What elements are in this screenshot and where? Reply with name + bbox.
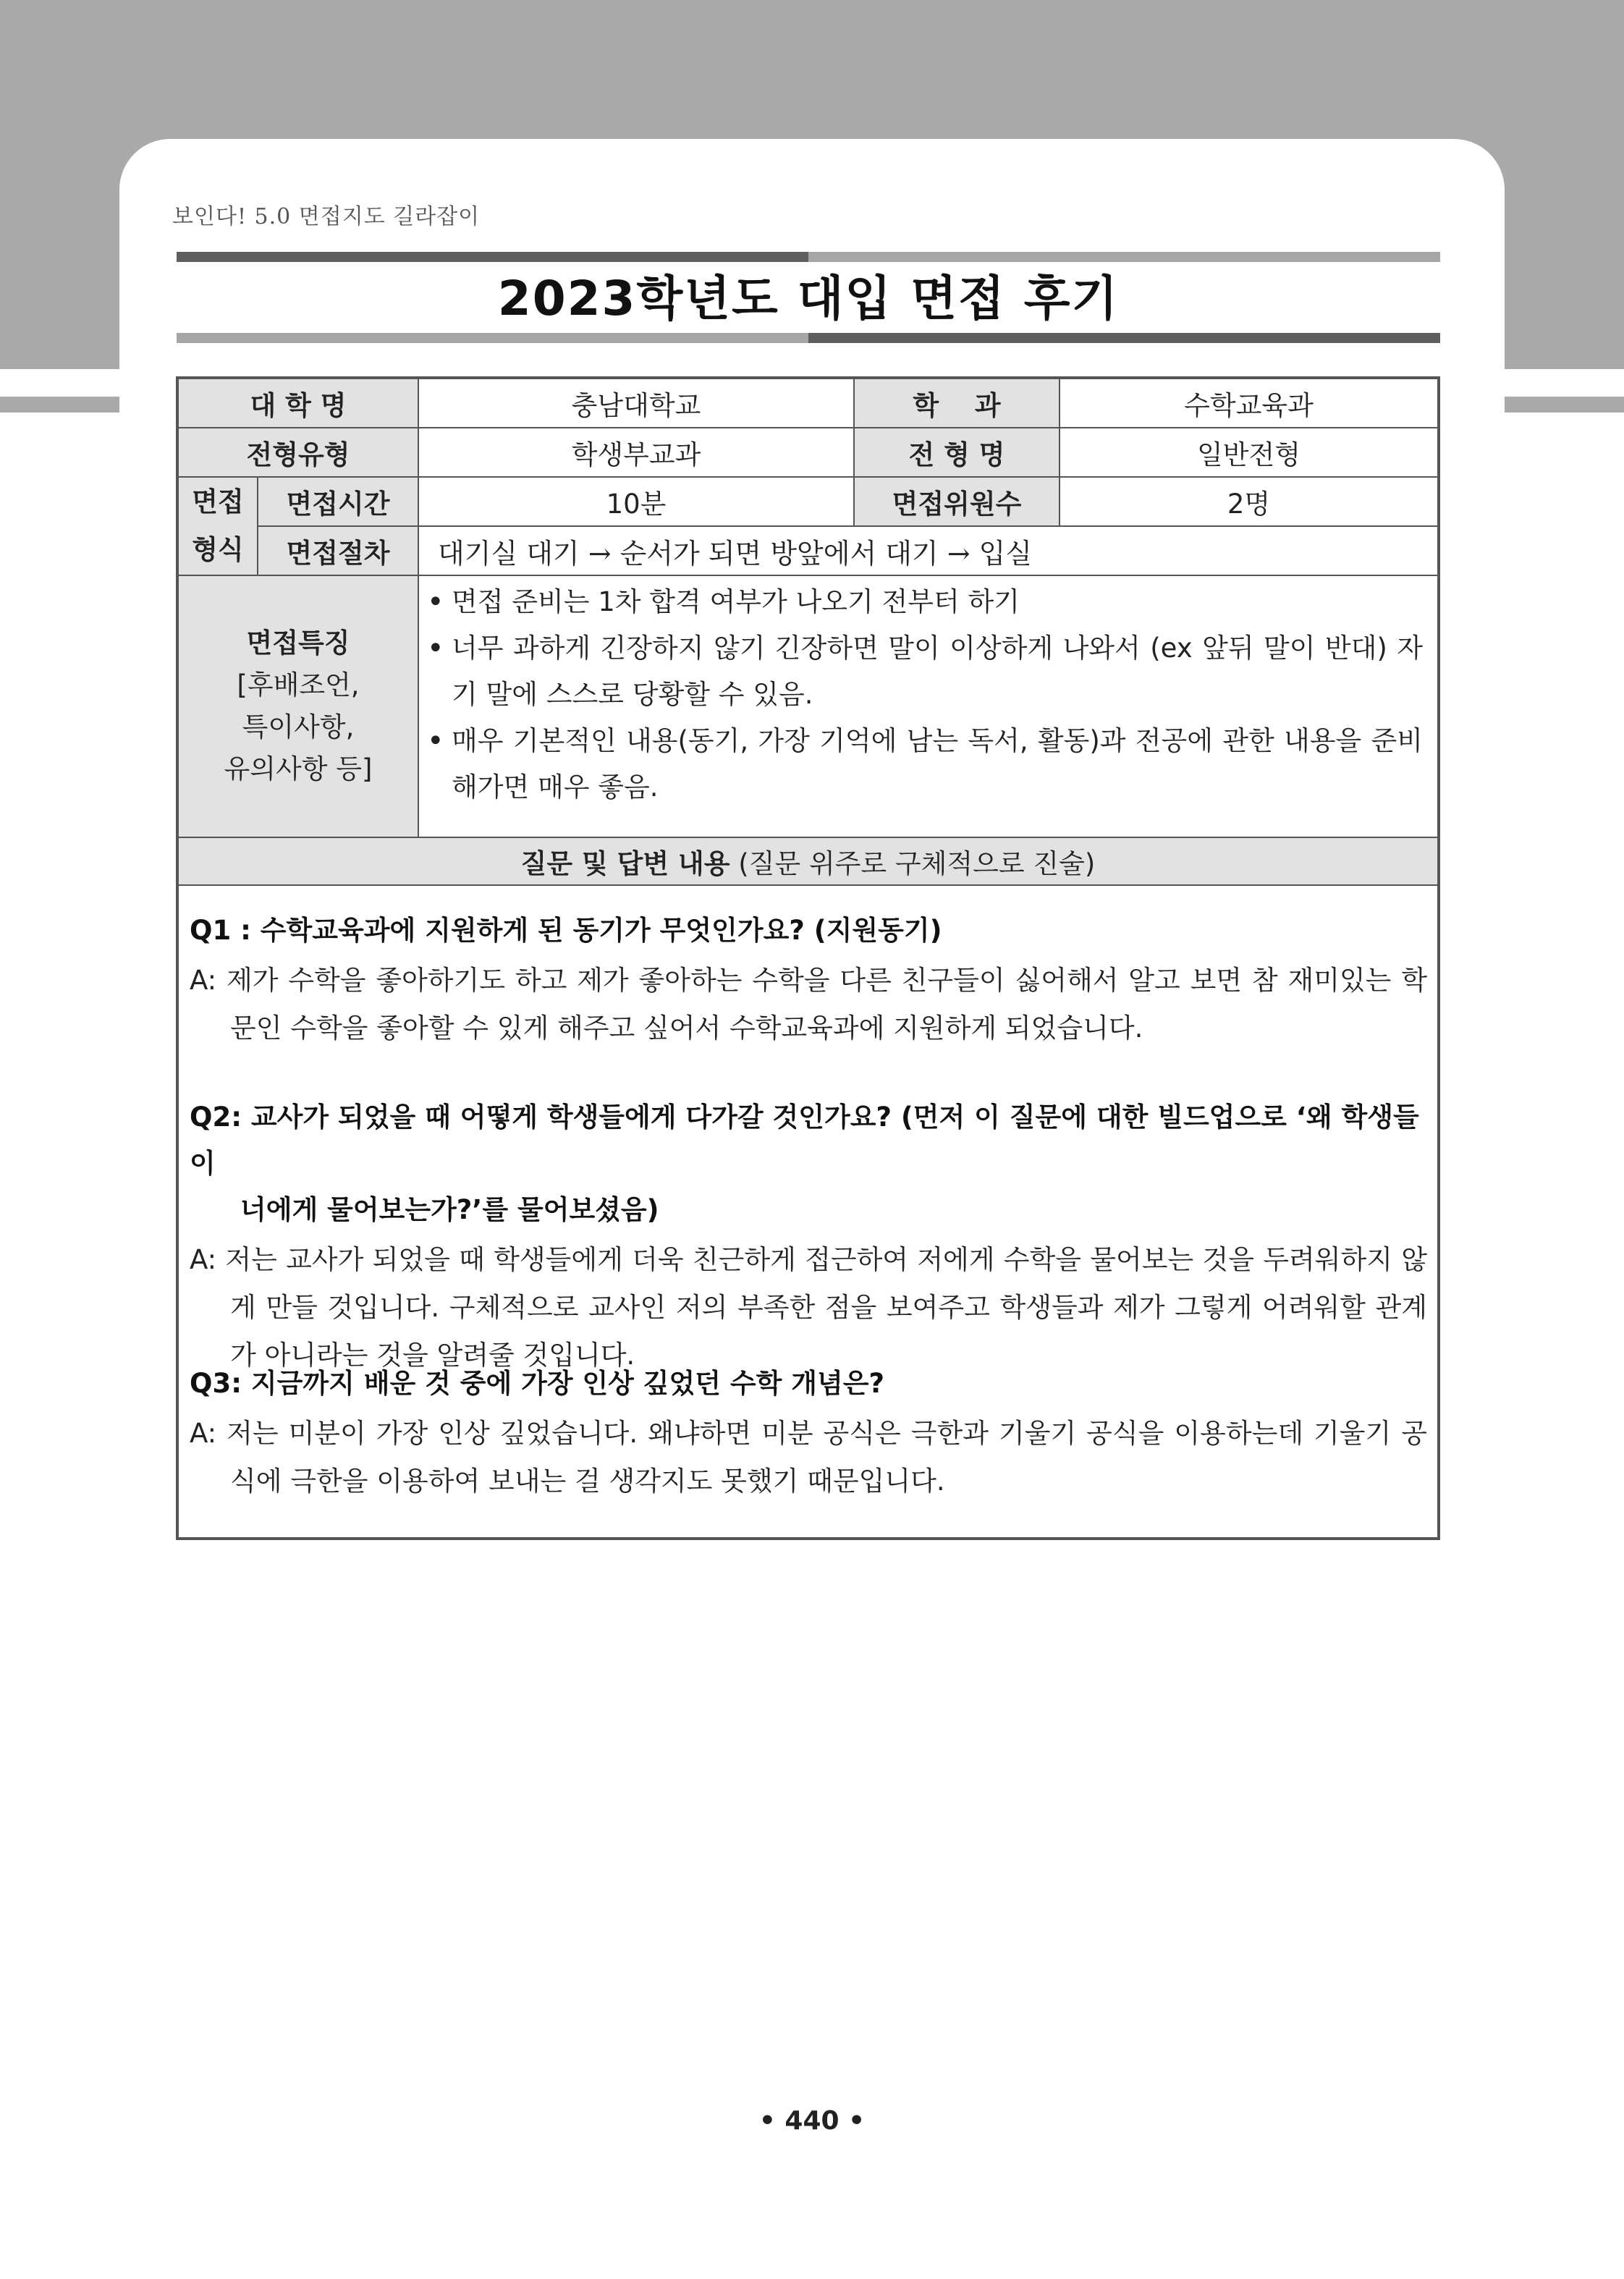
procedure-label: 면접절차 bbox=[258, 527, 418, 575]
right-side-strip bbox=[1505, 397, 1624, 413]
interviewer-count-value: 2명 bbox=[1227, 489, 1271, 520]
features-label-line4: 유의사항 등] bbox=[224, 753, 373, 785]
feature-item: • 너무 과하게 긴장하지 않기 긴장하면 말이 이상하게 나와서 (ex 앞뒤 말이 반대) 자기 말에 스스로 당황할 수 있음. bbox=[424, 625, 1423, 718]
admission-type-value: 학생부교과 bbox=[571, 439, 701, 470]
table-divider bbox=[257, 478, 258, 575]
qa-header-bold: 질문 및 답변 내용 bbox=[520, 848, 730, 879]
features-label-line1: 면접특징 bbox=[246, 627, 350, 659]
features-label-line2: [후배조언, bbox=[237, 669, 360, 701]
qa-item-1 bbox=[190, 908, 1427, 1052]
feature-item: • 면접 준비는 1차 합격 여부가 나오기 전부터 하기 bbox=[424, 579, 1423, 625]
qa-item-3 bbox=[190, 1361, 1427, 1505]
table-divider bbox=[179, 427, 1437, 428]
answer-2: A: 저는 교사가 되었을 때 학생들에게 더욱 친근하게 접근하여 저에게 수학을 물어보는 것을 두려워하지 않게 만들 것입니다. 구체적으로 교사인 저의 부족한 점을 보여주고 학생들과 제가 그렇게 어려워할 관계가 아니라는 것을 알려줄 것입니다. bbox=[190, 1244, 1427, 1371]
format-group-label-line1: 면접 bbox=[192, 486, 244, 517]
table-divider bbox=[418, 379, 419, 837]
question-2-line1: Q2: 교사가 되었을 때 어떻게 학생들에게 다가갈 것인가요? (먼저 이 질문에 대한 빌드업으로 ‘왜 학생들이 bbox=[190, 1102, 1419, 1179]
format-group-label-line2: 형식 bbox=[192, 534, 244, 565]
features-label bbox=[179, 576, 418, 837]
running-head: 보인다! 5.0 면접지도 길라잡이 bbox=[172, 204, 481, 229]
table-divider bbox=[179, 837, 1437, 838]
university-label: 대 학 명 bbox=[179, 379, 418, 427]
admission-type-label: 전형유형 bbox=[179, 428, 418, 476]
title-rule-bottom bbox=[177, 333, 1440, 343]
procedure-value: 대기실 대기 → 순서가 되면 방앞에서 대기 → 입실 bbox=[438, 537, 1033, 570]
features-label-line3: 특이사항, bbox=[242, 711, 355, 743]
table-divider bbox=[179, 575, 1437, 576]
question-1: Q1 : 수학교육과에 지원하게 된 동기가 무엇인가요? (지원동기) bbox=[190, 915, 942, 946]
admission-name-label: 전 형 명 bbox=[855, 428, 1059, 476]
table-divider bbox=[179, 476, 1437, 478]
title-rule-top bbox=[177, 252, 1440, 262]
admission-name-value: 일반전형 bbox=[1197, 439, 1301, 470]
answer-3: A: 저는 미분이 가장 인상 깊었습니다. 왜냐하면 미분 공식은 극한과 기울기 공식을 이용하는데 기울기 공식에 극한을 이용하여 보내는 걸 생각지도 못했기 때문입니다. bbox=[190, 1418, 1427, 1497]
qa-item-2 bbox=[190, 1094, 1427, 1379]
interview-time-label: 면접시간 bbox=[258, 478, 418, 525]
interview-format-group-label bbox=[179, 478, 257, 575]
table-divider bbox=[179, 884, 1437, 886]
feature-item: • 매우 기본적인 내용(동기, 가장 기억에 남는 독서, 활동)과 전공에 관한 내용을 준비해가면 매우 좋음. bbox=[424, 718, 1423, 811]
university-value: 충남대학교 bbox=[571, 390, 701, 421]
qa-header-note: (질문 위주로 구체적으로 진술) bbox=[729, 848, 1096, 879]
department-label: 학 과 bbox=[855, 379, 1059, 427]
features-list bbox=[424, 579, 1423, 811]
interview-time-value: 10분 bbox=[606, 489, 667, 520]
question-2-line2: 너에게 물어보는가?’를 물어보셨음) bbox=[240, 1194, 659, 1225]
qa-section-header bbox=[179, 838, 1437, 884]
question-2 bbox=[190, 1094, 1427, 1233]
question-3: Q3: 지금까지 배운 것 중에 가장 인상 깊었던 수학 개념은? bbox=[190, 1368, 884, 1399]
table-divider bbox=[257, 525, 1437, 527]
department-value: 수학교육과 bbox=[1184, 390, 1314, 421]
answer-1: A: 제가 수학을 좋아하기도 하고 제가 좋아하는 수학을 다른 친구들이 싫어해서 알고 보면 참 재미있는 학문인 수학을 좋아할 수 있게 해주고 싶어서 수학교육과에 지원하게 되었습니다. bbox=[190, 965, 1427, 1044]
interviewer-count-label: 면접위원수 bbox=[855, 478, 1059, 525]
table-divider bbox=[853, 379, 855, 525]
left-side-strip bbox=[0, 397, 119, 413]
document-title: 2023학년도 대입 면접 후기 bbox=[497, 271, 1120, 326]
page-number: • 440 • bbox=[758, 2106, 866, 2136]
table-divider bbox=[1059, 379, 1060, 525]
